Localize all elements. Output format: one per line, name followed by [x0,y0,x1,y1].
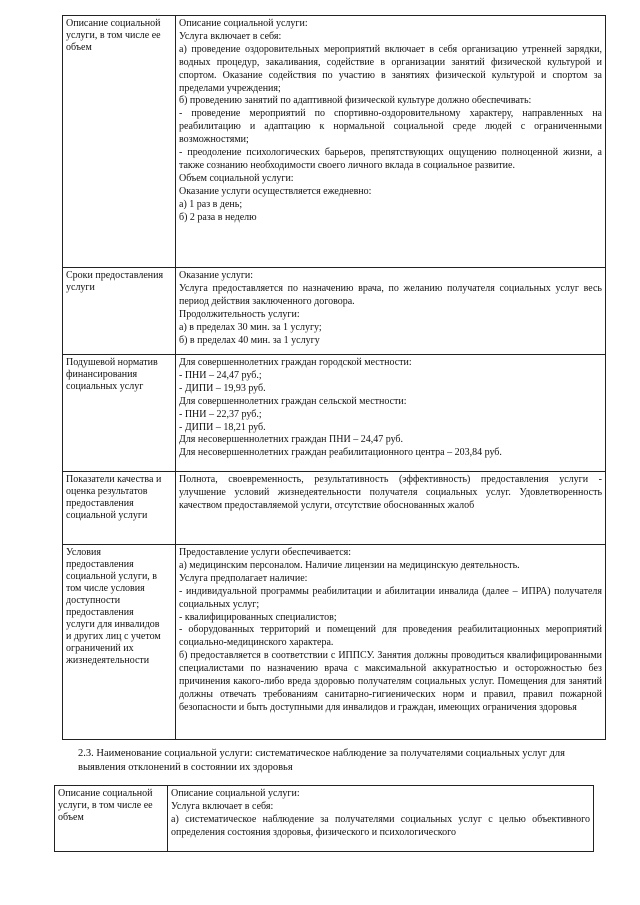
content-line: - ДИПИ – 19,93 руб. [179,382,266,394]
content-line: - ДИПИ – 18,21 руб. [179,421,266,433]
row-content-cell [168,786,594,852]
content-line: - ПНИ – 24,47 руб.; [179,369,262,381]
label-line: доступности [66,595,121,606]
label-line: предоставления [66,607,134,618]
label-line: Сроки предоставления [66,270,164,281]
row-content-cell [176,472,606,545]
row-label-cell [55,786,168,852]
label-line: Описание социальной [66,18,161,29]
content-line: б) предоставляется в соответствии с ИППСУ. Занятия должны проводиться квалифицированными специалистами по назначению врача с максимальной аккуратностью и осторожностью без причинения какого-либо вреда здоровью получателям социальных услуг. Помещения для занятий должны отвечать требованиям санитарно-гигиенических норм и правил, правил пожарной безопасности и быть доступными для инвалидов и граждан, имеющих ограничения здоровья [179,650,602,713]
content-line: Услуга предоставляется по назначению врача, по желанию получателя социальных услуг весь период действия заключенного договора. [179,282,602,307]
content-line: Для совершеннолетних граждан городской местности: [179,357,412,368]
service-table-2-3 [54,785,594,852]
row-label-cell [63,545,176,740]
label-line: ограничений их [66,643,134,654]
label-line: финансирования [66,369,138,380]
content-line: - ПНИ – 22,37 руб.; [179,408,262,420]
label-line: оценка результатов [66,486,148,497]
content-line: - проведение мероприятий по спортивно-оздоровительному характеру, направленных на реабилитацию и адаптацию к нормальной социальной среде людей с ограниченными возможностями; [179,108,602,146]
label-line: объем [58,812,84,823]
content-line: Предоставление услуги обеспечивается: [179,547,352,558]
label-line: том числе условия [66,583,145,594]
label-line: услуги, в том числе ее [66,30,161,41]
row-content-cell [176,545,606,740]
content-line: Услуга включает в себя: [171,800,274,812]
label-line: Подушевой норматив [66,357,158,368]
content-line: б) 2 раза в неделю [179,211,257,223]
content-line: - преодоление психологических барьеров, препятствующих ощущению полноценной жизни, а также сознанию необходимости своего личного вклада в социальное развитие. [179,147,602,171]
content-line: а) 1 раз в день; [179,198,243,210]
row-label-cell [63,472,176,545]
content-line: Описание социальной услуги: [179,18,308,29]
row-label-cell [63,268,176,355]
label-line: предоставления [66,498,134,509]
content-line: б) проведению занятий по адаптивной физической культуре должно обеспечивать: [179,95,532,107]
label-line: услуги для инвалидов [66,619,160,630]
label-line: Условия [66,547,101,558]
row-content-cell [176,16,606,268]
label-line: жизнедеятельности [66,655,150,666]
label-line: социальных услуг [66,381,144,392]
label-line: социальной услуги, в [66,571,158,582]
content-line: Услуга предполагает наличие: [179,572,308,584]
table-row [63,355,606,472]
content-line: а) проведение оздоровительных мероприятий включает в себя организацию утренней зарядки, водных процедур, закаливания, содействие в организации занятий физической культурой и спортом. Оказание содействия по участию в занятиях физической культурой и спортом за пределами учреждения; [179,43,602,94]
content-line: - оборудованных территорий и помещений для проведения реабилитационных мероприятий социально-медицинского характера. [179,624,602,649]
label-line: и других лиц с учетом [66,631,161,642]
label-line: объем [66,42,92,53]
content-line: Продолжительность услуги: [179,308,300,320]
row-content-cell [176,355,606,472]
table-row [63,472,606,545]
content-line: - индивидуальной программы реабилитации и абилитации инвалида (далее – ИПРА) получателя социальных услуг; [179,585,602,610]
content-line: Объем социальной услуги: [179,172,294,184]
label-line: Описание социальной [58,788,153,799]
row-content-cell [176,268,606,355]
content-line: Для несовершеннолетних граждан реабилитационного центра – 203,84 руб. [179,447,502,459]
table-row [63,545,606,740]
label-line: услуги, в том числе ее [58,800,153,811]
content-line: Для несовершеннолетних граждан ПНИ – 24,47 руб. [179,434,404,446]
content-line: б) в пределах 40 мин. за 1 услугу [179,334,320,346]
label-line: предоставления [66,559,134,570]
row-label-cell [63,355,176,472]
table-row [55,786,594,852]
content-line: а) в пределах 30 мин. за 1 услугу; [179,321,322,333]
content-line: Описание социальной услуги: [171,788,300,799]
table-row [63,16,606,268]
service-table-2-2 [62,15,606,740]
service-table-body [63,16,606,740]
content-line: - квалифицированных специалистов; [179,611,337,623]
label-line: Показатели качества и [66,474,162,485]
table-row [63,268,606,355]
label-line: услуги [66,282,95,293]
content-line: Полнота, своевременность, результативность (эффективность) предоставления услуги - улучшение условий жизнедеятельности получателя социальных услуг. Удовлетворенность качеством предоставляемой услуги, отсутствие обоснованных жалоб [179,474,602,511]
content-line: Для совершеннолетних граждан сельской местности: [179,395,407,407]
content-line: а) медицинским персоналом. Наличие лицензии на медицинскую деятельность. [179,559,520,571]
section-heading: 2.3. Наименование социальной услуги: систематическое наблюдение за получателями социальных услуг для выявления отклонений в состоянии их здоровья [78,748,565,773]
content-line: а) систематическое наблюдение за получателями социальных услуг с целью объективного определения состояния здоровья, физического и психологического [171,813,590,838]
content-line: Услуга включает в себя: [179,30,282,42]
label-line: социальной услуги [66,510,148,521]
content-line: Оказание услуги осуществляется ежедневно: [179,185,372,197]
content-line: Оказание услуги: [179,270,254,281]
row-label-cell [63,16,176,268]
service-table-body [55,786,594,852]
